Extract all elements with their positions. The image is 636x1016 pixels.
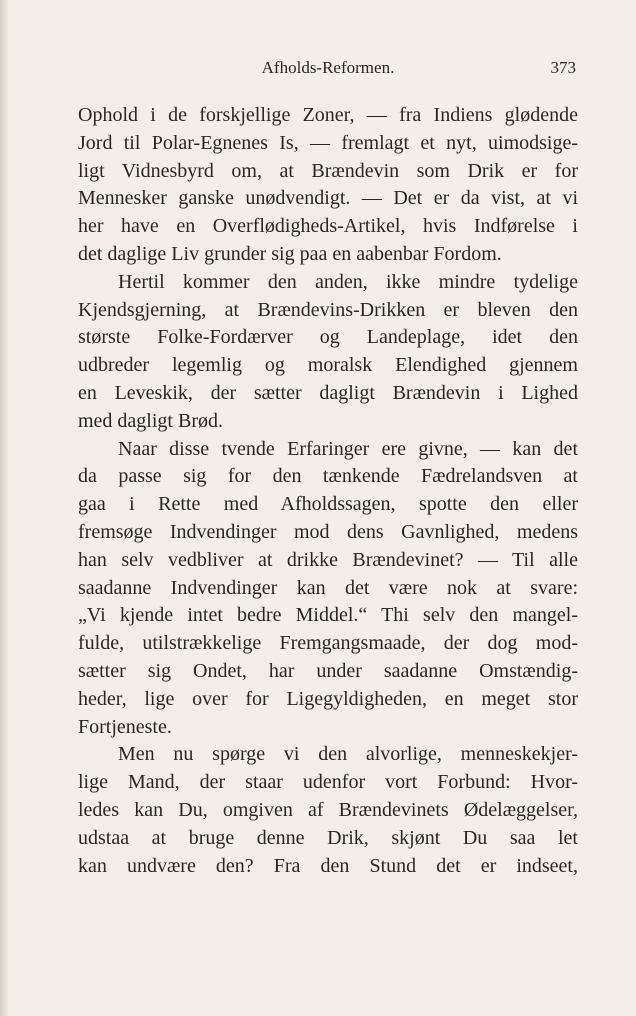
running-title: Afholds-Reformen. <box>261 58 395 77</box>
text-line: heder, lige over for Ligegyldigheden, en meget stor <box>78 687 578 710</box>
page-gutter-edge <box>0 0 9 1016</box>
text-line: største Folke-Fordærver og Landeplage, idet den <box>78 326 578 349</box>
text-line: lige Mand, der staar udenfor vort Forbund: Hvor- <box>78 771 578 794</box>
text-line: ligt Vidnesbyrd om, at Brændevin som Drik er for <box>78 159 578 182</box>
paragraph-3 <box>78 436 578 742</box>
text-line: fremsøge Indvendinger mod dens Gavnlighed, medens <box>78 520 578 543</box>
text-line: Naar disse tvende Erfaringer ere givne, — kan det <box>118 437 578 460</box>
text-line: Men nu spørge vi den alvorlige, menneskekjer- <box>118 743 578 766</box>
body-text <box>78 102 578 880</box>
text-line: han selv vedbliver at drikke Brændevinet? — Til alle <box>78 548 578 571</box>
text-line: Jord til Polar-Egnenes Is, — fremlagt et nyt, uimodsige- <box>78 131 578 154</box>
text-line: da passe sig for den tænkende Fædrelandsven at <box>78 465 578 488</box>
book-page <box>78 56 578 880</box>
page-header <box>78 56 578 86</box>
text-line: en Leveskik, der sætter dagligt Brændevin i Lighed <box>78 381 578 404</box>
text-line: saadanne Indvendinger kan det være nok at svare: <box>78 576 578 599</box>
text-line: gaa i Rette med Afholdssagen, spotte den eller <box>78 493 578 516</box>
text-line: Hertil kommer den anden, ikke mindre tydelige <box>118 270 578 293</box>
text-line: Kjendsgjerning, at Brændevins-Drikken er bleven den <box>78 298 578 321</box>
text-line: Ophold i de forskjellige Zoner, — fra Indiens glødende <box>78 104 578 126</box>
text-line: „Vi kjende intet bedre Middel.“ Thi selv den mangel- <box>78 604 578 627</box>
page-number: 373 <box>550 58 576 77</box>
text-line: fulde, utilstrækkelige Fremgangsmaade, der dog mod- <box>78 632 578 655</box>
paragraph-1 <box>78 102 578 269</box>
text-line: kan undvære den? Fra den Stund det er indseet, <box>78 854 578 877</box>
text-line: her have en Overflødigheds-Artikel, hvis Indførelse i <box>78 215 578 238</box>
text-line: udstaa at bruge denne Drik, skjønt Du saa let <box>78 826 578 849</box>
text-line: Mennesker ganske unødvendigt. — Det er da vist, at vi <box>78 187 578 210</box>
text-line: det daglige Liv grunder sig paa en aabenbar Fordom. <box>78 242 502 265</box>
text-line: ledes kan Du, omgiven af Brændevinets Ødelæggelser, <box>78 798 578 821</box>
text-line: udbreder legemlig og moralsk Elendighed gjennem <box>78 354 578 377</box>
text-line: med dagligt Brød. <box>78 409 223 432</box>
paragraph-2 <box>78 269 578 436</box>
text-line: sætter sig Ondet, har under saadanne Omstændig- <box>78 659 578 682</box>
text-line: Fortjeneste. <box>78 715 172 738</box>
paragraph-4 <box>78 741 578 880</box>
